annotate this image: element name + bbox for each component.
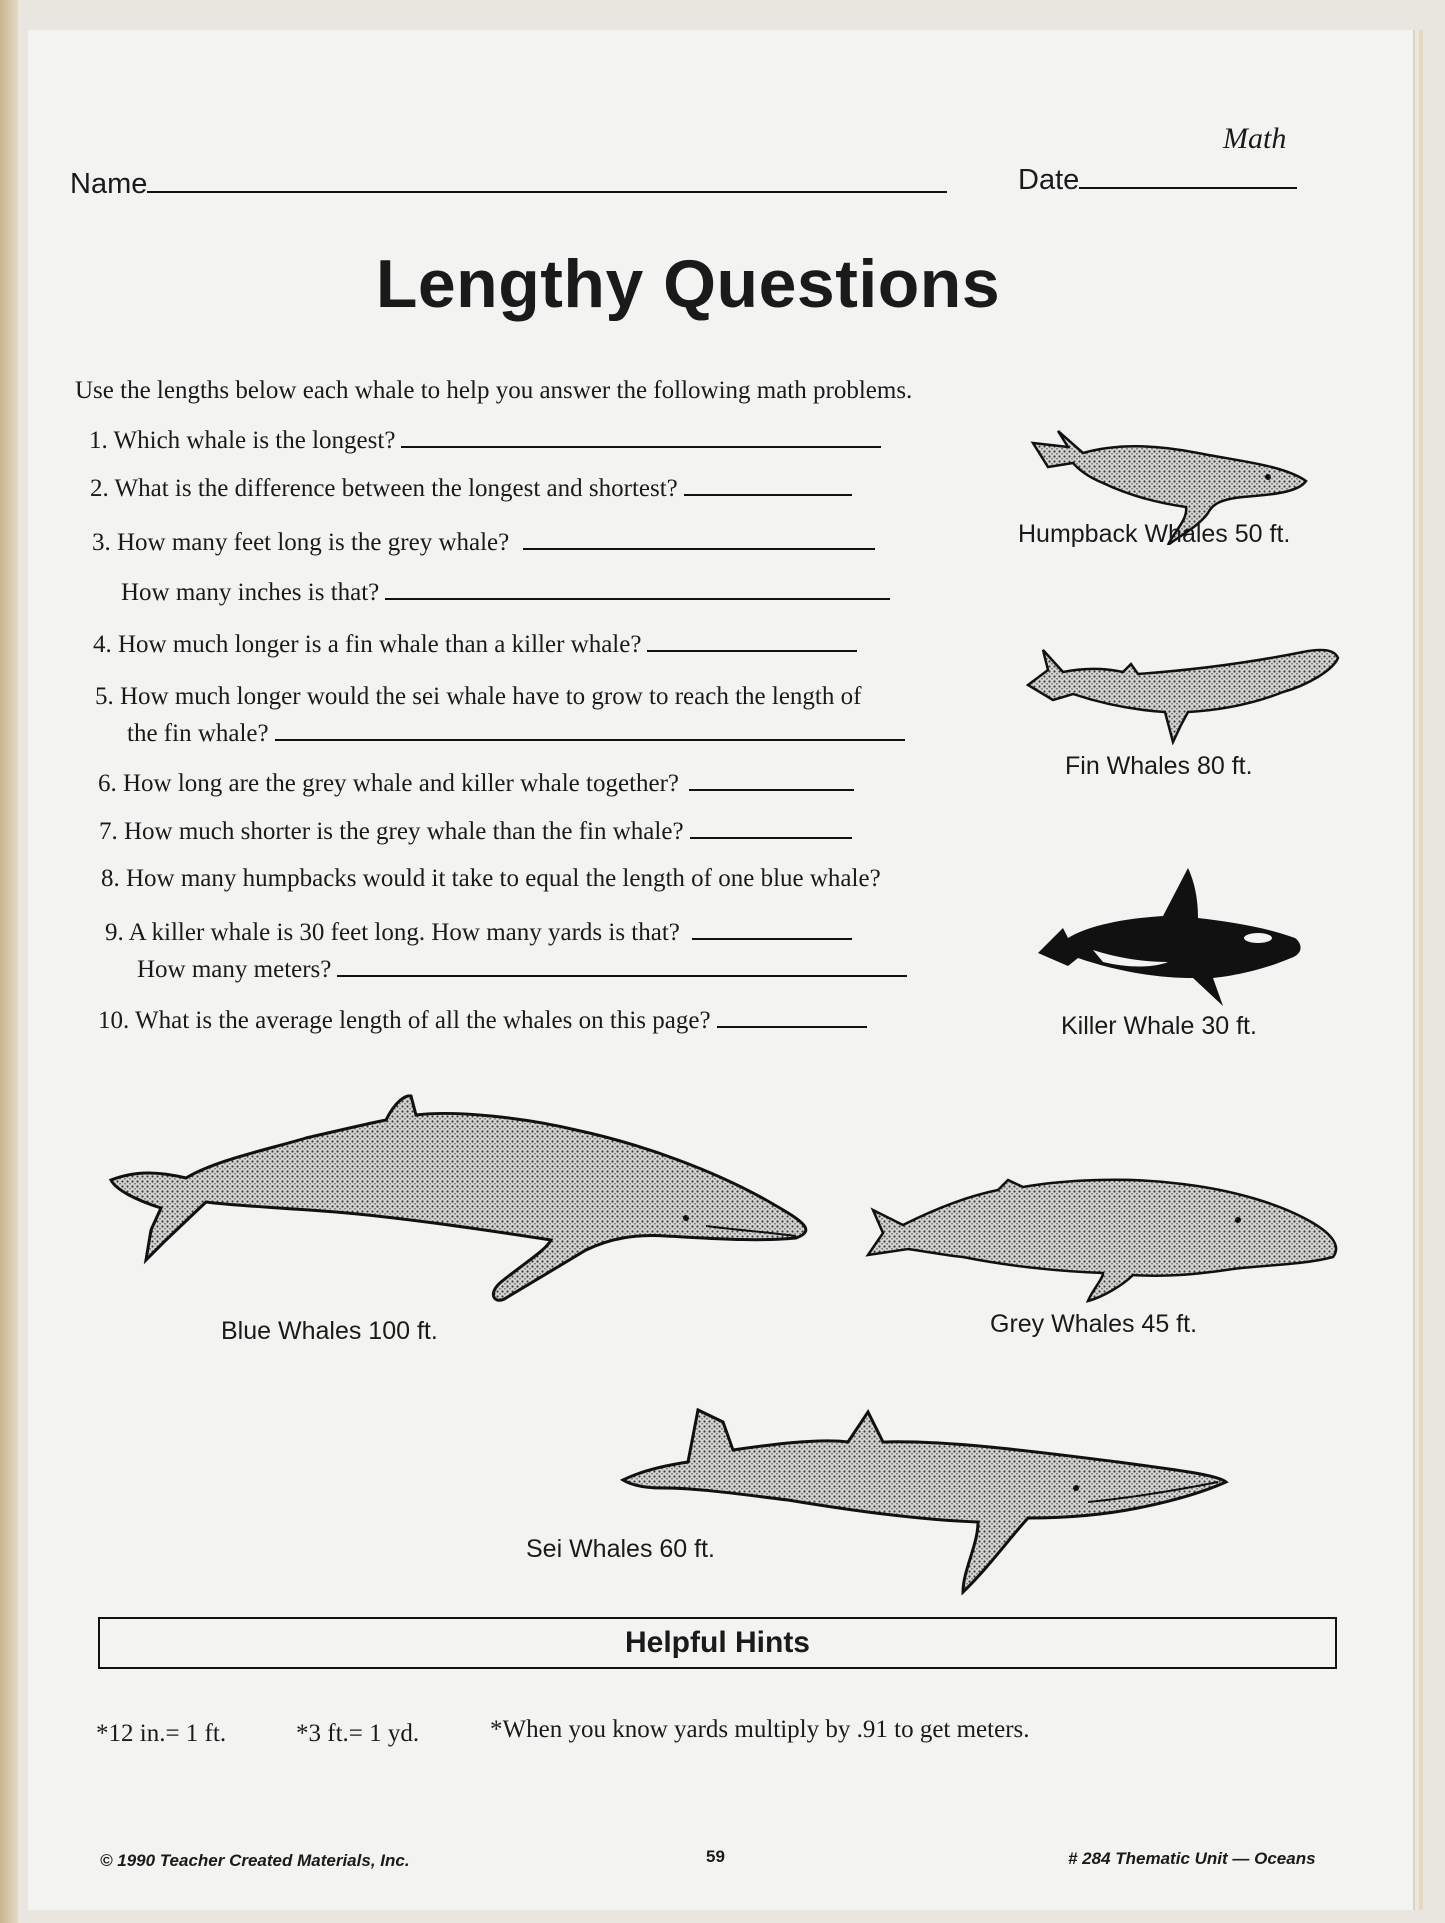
hint-yards: *3 ft.= 1 yd.	[296, 1720, 420, 1747]
question-1: 1. Which whale is the longest?	[89, 427, 881, 455]
sei-whale-illustration	[618, 1370, 1238, 1600]
answer-blank[interactable]	[690, 819, 852, 839]
footer-page-number: 59	[706, 1847, 725, 1866]
answer-blank[interactable]	[647, 632, 857, 652]
book-binding-edge	[0, 0, 18, 1923]
answer-blank[interactable]	[523, 530, 875, 550]
blue-caption: Blue Whales 100 ft.	[221, 1317, 438, 1345]
question-10: 10. What is the average length of all the whales on this page?	[98, 1007, 867, 1035]
name-blank[interactable]	[147, 167, 947, 193]
date-label: Date	[1018, 164, 1080, 196]
answer-blank[interactable]	[385, 580, 890, 600]
humpback-caption: Humpback Whales 50 ft.	[1018, 520, 1291, 548]
name-label: Name	[70, 168, 148, 200]
footer-copyright: © 1990 Teacher Created Materials, Inc.	[100, 1851, 410, 1870]
question-9: 9. A killer whale is 30 feet long. How many yards is that?	[105, 919, 852, 947]
name-field[interactable]	[70, 167, 947, 201]
blue-whale-illustration	[106, 1090, 826, 1320]
killer-caption: Killer Whale 30 ft.	[1061, 1012, 1257, 1040]
fin-whale-illustration	[1023, 630, 1343, 745]
fin-caption: Fin Whales 80 ft.	[1065, 752, 1253, 780]
question-5-sub: the fin whale?	[127, 720, 905, 748]
answer-blank[interactable]	[692, 920, 852, 940]
worksheet-page	[28, 30, 1413, 1910]
question-5: 5. How much longer would the sei whale have to grow to reach the length of	[95, 683, 862, 710]
killer-whale-illustration	[1033, 858, 1313, 1008]
helpful-hints-title: Helpful Hints	[98, 1617, 1337, 1669]
footer-unit: # 284 Thematic Unit — Oceans	[1068, 1849, 1316, 1868]
instructions: Use the lengths below each whale to help you answer the following math problems.	[75, 377, 913, 404]
grey-caption: Grey Whales 45 ft.	[990, 1310, 1198, 1338]
page-title: Lengthy Questions	[375, 246, 1001, 322]
answer-blank[interactable]	[401, 428, 881, 448]
subject-label: Math	[1223, 122, 1287, 155]
question-4: 4. How much longer is a fin whale than a killer whale?	[93, 631, 857, 659]
answer-blank[interactable]	[684, 476, 852, 496]
question-7: 7. How much shorter is the grey whale than the fin whale?	[99, 818, 852, 846]
question-9-sub: How many meters?	[137, 956, 907, 984]
date-field[interactable]	[1018, 163, 1297, 197]
question-6: 6. How long are the grey whale and killer whale together?	[98, 770, 854, 798]
hint-inches: *12 in.= 1 ft.	[96, 1720, 227, 1747]
grey-whale-illustration	[863, 1165, 1343, 1305]
hint-meters: *When you know yards multiply by .91 to get meters.	[490, 1716, 1030, 1743]
answer-blank[interactable]	[689, 771, 854, 791]
question-3-sub: How many inches is that?	[121, 579, 890, 607]
date-blank[interactable]	[1079, 163, 1297, 189]
question-8: 8. How many humpbacks would it take to equal the length of one blue whale?	[101, 865, 881, 892]
answer-blank[interactable]	[337, 957, 907, 977]
sei-caption: Sei Whales 60 ft.	[526, 1535, 715, 1563]
question-3: 3. How many feet long is the grey whale?	[92, 529, 875, 557]
answer-blank[interactable]	[275, 721, 905, 741]
question-2: 2. What is the difference between the longest and shortest?	[90, 475, 852, 503]
answer-blank[interactable]	[717, 1008, 867, 1028]
